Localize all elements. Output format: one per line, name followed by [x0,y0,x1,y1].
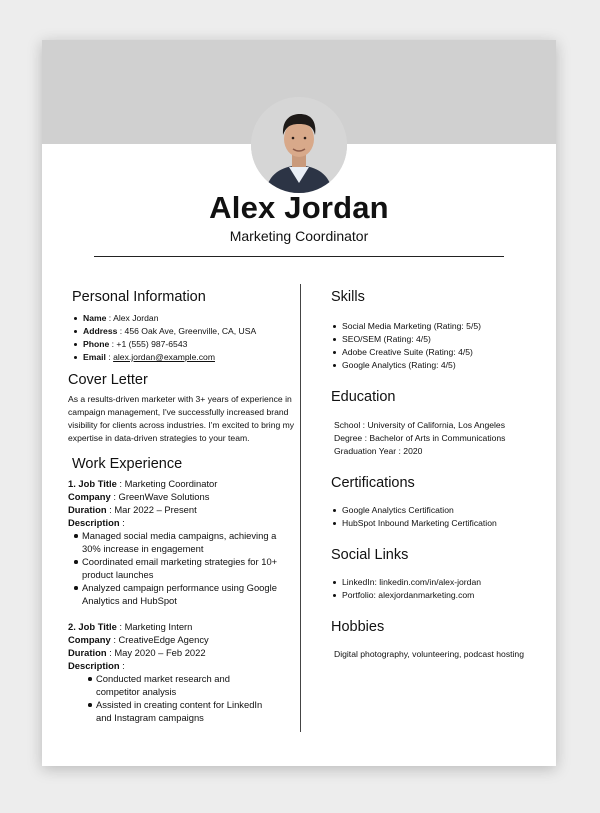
cover-letter-text: As a results-driven marketer with 3+ years of experience in campaign management, I've successfully increased brand visibility for clients across industries. I'm excited to bring my expertise in data-driven strategies to your team. [68,394,295,443]
list-item: Assisted in creating content for LinkedIn and Instagram campaigns [82,698,268,724]
work-experience-section [68,455,296,724]
list-item[interactable]: Portfolio: alexjordanmarketing.com [331,589,553,602]
list-item: Managed social media campaigns, achieving a 30% increase in engagement [68,529,280,555]
section-heading: Education [331,389,396,405]
certifications-list [331,504,553,530]
list-item: Coordinated email marketing strategies for 10+ product launches [68,555,280,581]
social-links-section [331,546,553,602]
email-link[interactable]: alex.jordan@example.com [113,352,215,362]
resume-page [42,40,556,766]
job-description-label: Description : [68,660,125,671]
section-heading: Personal Information [72,289,206,305]
education-degree: Degree : Bachelor of Arts in Communications [334,433,506,443]
list-item: Phone : +1 (555) 987-6543 [72,338,296,351]
list-item: Adobe Creative Suite (Rating: 4/5) [331,346,553,359]
list-item: HubSpot Inbound Marketing Certification [331,517,553,530]
list-item: Google Analytics Certification [331,504,553,517]
list-item: Google Analytics (Rating: 4/5) [331,359,553,372]
job-description-label: Description : [68,517,125,528]
job-company: Company : GreenWave Solutions [68,491,210,502]
education-school: School : University of California, Los Angeles [334,420,506,430]
profile-photo [251,97,347,193]
section-heading: Social Links [331,547,409,563]
job-company: Company : CreativeEdge Agency [68,634,209,645]
section-heading: Certifications [331,475,415,491]
list-item: Conducted market research and competitor analysis [82,672,268,698]
social-links-list [331,576,553,602]
job-title: 1. Job Title : Marketing Coordinator [68,478,218,489]
hobbies-section [331,618,553,661]
certifications-section [331,474,553,530]
candidate-role: Marketing Coordinator [229,228,369,244]
job-entry [68,477,296,607]
list-item: Email : alex.jordan@example.com [72,351,296,364]
section-heading: Skills [331,289,365,305]
list-item: Social Media Marketing (Rating: 5/5) [331,320,553,333]
job-entry [68,620,296,724]
job-description-list [68,529,280,607]
personal-list [72,312,296,364]
column-divider [300,284,301,732]
list-item: SEO/SEM (Rating: 4/5) [331,333,553,346]
cover-letter-section [68,371,296,445]
header-divider [94,256,504,257]
avatar [251,97,347,193]
list-item: Analyzed campaign performance using Google Analytics and HubSpot [68,581,280,607]
education-section [331,388,553,458]
job-duration: Duration : Mar 2022 – Present [68,504,197,515]
list-item[interactable]: LinkedIn: linkedin.com/in/alex-jordan [331,576,553,589]
education-details [331,419,553,458]
section-heading: Hobbies [331,619,385,635]
education-year: Graduation Year : 2020 [334,446,423,456]
right-column [331,288,553,661]
candidate-name: Alex Jordan [209,190,389,225]
skills-section [331,288,553,372]
job-description-list [68,672,268,724]
personal-information-section [68,288,296,364]
section-heading: Work Experience [72,456,183,472]
hobbies-text: Digital photography, volunteering, podcast hosting [334,649,524,659]
job-duration: Duration : May 2020 – Feb 2022 [68,647,206,658]
job-title: 2. Job Title : Marketing Intern [68,621,193,632]
list-item: Name : Alex Jordan [72,312,296,325]
list-item: Address : 456 Oak Ave, Greenville, CA, USA [72,325,296,338]
section-heading: Cover Letter [68,372,148,388]
left-column [68,288,296,724]
skills-list [331,320,553,372]
